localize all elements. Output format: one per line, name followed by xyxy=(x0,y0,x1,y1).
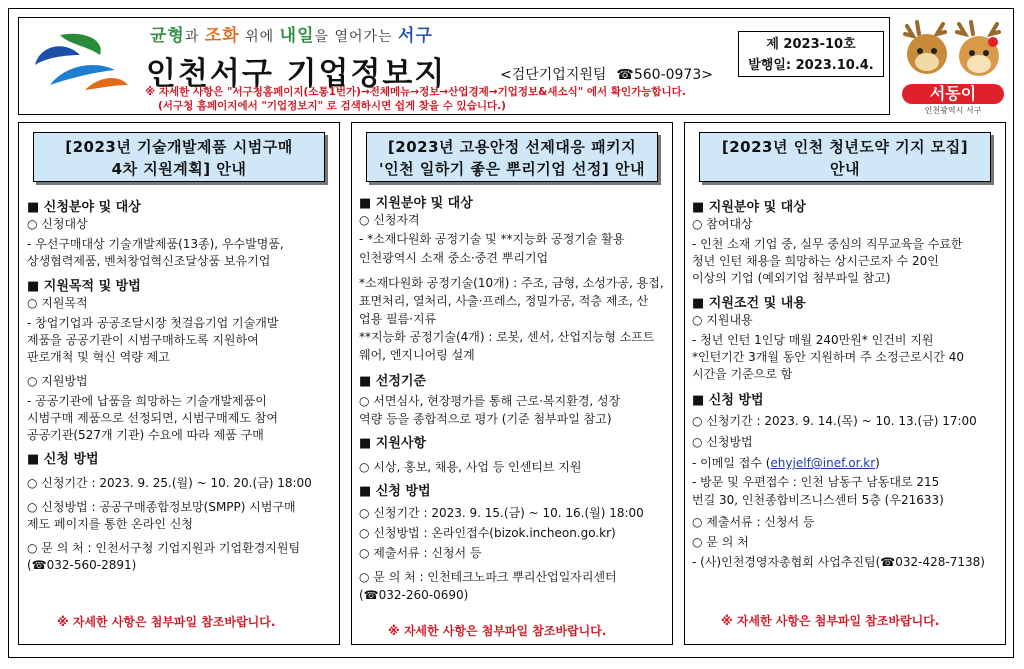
body-line: ○ 문 의 처 xyxy=(692,535,749,549)
body-line: 공공기관(527개 기관) 수요에 따라 제품 구매 xyxy=(27,428,264,442)
body-line: 번길 30, 인천종합비즈니스센터 5층 (우21633) xyxy=(692,493,944,507)
mascot xyxy=(893,18,1011,113)
column-title-line: 4차 지원계획] 안내 xyxy=(111,160,247,178)
section-heading: ■ 지원조건 및 내용 xyxy=(692,296,806,311)
body-line: 제품을 공공기관이 시범구매하도록 지원하여 xyxy=(27,333,259,347)
section-heading: ■ 선정기준 xyxy=(359,374,427,389)
section-heading: ■ 신청분야 및 대상 xyxy=(27,200,141,215)
issue-date: 발행일: 2023.10.4. xyxy=(748,58,874,73)
body-line: 제도 페이지를 통한 온라인 신청 xyxy=(27,517,193,531)
mascot-caption: 인천광역시 서구 xyxy=(924,106,982,115)
page-title: 인천서구 기업정보지 xyxy=(146,56,447,92)
body-line: 웨어, 엔지니어링 설계 xyxy=(359,348,475,362)
column-title-line: [2023년 고용안정 선제대응 패키지 xyxy=(387,138,637,156)
column-title-line: [2023년 인천 청년도약 기지 모집] xyxy=(721,138,969,156)
body-line: 판로개척 및 혁신 역량 제고 xyxy=(27,350,170,364)
team-name: <검단기업지원팀 xyxy=(500,67,607,83)
body-line: - *소재다원화 공정기술 및 **지능화 공정기술 활용 xyxy=(359,232,625,246)
body-line: ○ 신청기간 : 2023. 9. 15.(금) ~ 10. 16.(월) 18:00 xyxy=(359,506,644,520)
body-line: (☎032-260-0690) xyxy=(359,588,469,602)
body-line: ○ 신청방법 xyxy=(692,435,753,449)
body-line: - 공공기관에 납품을 희망하는 기술개발제품이 xyxy=(27,394,267,408)
mascot-deer-icon xyxy=(893,18,1011,88)
section-heading: ■ 지원사항 xyxy=(359,436,427,451)
body-line: ○ 신청자격 xyxy=(359,213,420,227)
column-title-line: [2023년 기술개발제품 시범구매 xyxy=(65,138,293,156)
slogan-part: 위에 xyxy=(239,29,280,45)
body-line: 업용 필름·지류 xyxy=(359,312,437,326)
team-phone: ☎560-0973> xyxy=(616,67,713,83)
body-line: ○ 신청기간 : 2023. 9. 14.(목) ~ 10. 13.(금) 17:00 xyxy=(692,414,977,428)
column-tech-purchase xyxy=(18,122,340,645)
column-title-line: 안내 xyxy=(830,160,860,178)
body-line: ○ 제출서류 : 신청서 등 xyxy=(359,546,482,560)
section-heading: ■ 신청 방법 xyxy=(692,393,764,408)
slogan-part: 을 열어가는 xyxy=(314,29,399,45)
slogan-part: 서구 xyxy=(398,26,433,46)
column-youth-base xyxy=(684,122,1006,645)
attachment-note: ※ 자세한 사항은 첨부파일 참조바랍니다. xyxy=(721,614,940,628)
section-heading: ■ 신청 방법 xyxy=(27,452,99,467)
slogan-part: 내일 xyxy=(279,26,315,46)
body-line: ○ 문 의 처 : 인천테크노파크 뿌리산업일자리센터 xyxy=(359,570,617,584)
column-root-company xyxy=(351,122,673,645)
mascot-name: 서동이 xyxy=(902,84,1004,104)
body-line: ○ 지원내용 xyxy=(692,313,753,327)
body-line: 시간을 기준으로 함 xyxy=(692,367,793,381)
column-title xyxy=(699,132,991,182)
body-line: - 창업기업과 공공조달시장 첫걸음기업 기술개발 xyxy=(27,316,279,330)
notice-line-1: ※ 자세한 사항은 "서구청홈페이지(소통1번가)→전체메뉴→정보→산업경제→기업정보&새소식" 에서 확인가능합니다. xyxy=(145,86,686,98)
body-line: - 청년 인턴 1인당 매월 240만원* 인건비 지원 xyxy=(692,333,934,347)
body-line: ○ 문 의 처 : 인천서구청 기업지원과 기업환경지원팀 xyxy=(27,541,301,555)
email-close: ) xyxy=(875,456,880,470)
body-line: - (사)인천경영자총협회 사업추진팀(☎032-428-7138) xyxy=(692,555,985,569)
attachment-note: ※ 자세한 사항은 첨부파일 참조바랍니다. xyxy=(388,624,607,638)
slogan xyxy=(150,21,433,46)
body-line: 시범구매 제품으로 선정되면, 시범구매제도 참여 xyxy=(27,411,278,425)
body-line: ○ 시상, 홍보, 채용, 사업 등 인센티브 지원 xyxy=(359,460,582,474)
body-line: ○ 신청기간 : 2023. 9. 25.(월) ~ 10. 20.(금) 18:00 xyxy=(27,476,312,490)
team-contact xyxy=(500,64,713,84)
body-line: ○ 참여대상 xyxy=(692,217,753,231)
body-line: ○ 제출서류 : 신청서 등 xyxy=(692,515,815,529)
body-line: - 우선구매대상 기술개발제품(13종), 우수발명품, xyxy=(27,237,284,251)
body-line: *소재다원화 공정기술(10개) : 주조, 금형, 소성가공, 용접, xyxy=(359,276,664,290)
body-line: 인천광역시 소재 중소·중견 뿌리기업 xyxy=(359,251,549,265)
body-line: 청년 인턴 채용을 희망하는 상시근로자 수 20인 xyxy=(692,254,939,268)
slogan-part: 과 xyxy=(184,29,205,45)
body-line: - 이메일 접수 (ehyjelf@inef.or.kr) xyxy=(692,456,880,470)
body-line: ○ 신청방법 : 공공구매종합정보망(SMPP) 시범구매 xyxy=(27,500,296,514)
attachment-note: ※ 자세한 사항은 첨부파일 참조바랍니다. xyxy=(57,615,276,629)
section-heading: ■ 신청 방법 xyxy=(359,484,431,499)
section-heading: ■ 지원분야 및 대상 xyxy=(359,196,473,211)
body-line: - 인천 소재 기업 중, 실무 중심의 직무교육을 수료한 xyxy=(692,237,963,251)
body-line: - 방문 및 우편접수 : 인천 남동구 남동대로 215 xyxy=(692,475,940,489)
section-heading: ■ 지원목적 및 방법 xyxy=(27,279,141,294)
column-title-line: '인천 일하기 좋은 뿌리기업 선정] 안내 xyxy=(379,160,645,178)
slogan-part: 균형 xyxy=(150,26,185,46)
body-line: 역량 등을 종합적으로 평가 (기준 첨부파일 참고) xyxy=(359,412,612,426)
issue-number: 제 2023-10호 xyxy=(766,37,856,52)
slogan-part: 조화 xyxy=(204,26,240,46)
body-line: *인턴기간 3개월 동안 지원하며 주 소정근로시간 40 xyxy=(692,350,965,364)
body-line: ○ 지원방법 xyxy=(27,374,88,388)
seogu-logo-icon xyxy=(30,30,130,100)
body-line: ○ 신청대상 xyxy=(27,217,88,231)
section-heading: ■ 지원분야 및 대상 xyxy=(692,200,806,215)
notice-line-2: (서구청 홈페이지에서 "기업정보지" 로 검색하시면 쉽게 찾을 수 있습니다.) xyxy=(158,100,506,112)
body-line: ○ 서면심사, 현장평가를 통해 근로·복지환경, 성장 xyxy=(359,394,621,408)
column-title xyxy=(33,132,325,182)
body-line: 이상의 기업 (예외기업 첨부파일 참고) xyxy=(692,271,891,285)
body-line: **지능화 공정기술(4개) : 로봇, 센서, 산업지능형 소프트 xyxy=(359,330,655,344)
issue-box xyxy=(738,31,884,77)
body-line: ○ 지원목적 xyxy=(27,296,88,310)
body-line: ○ 신청방법 : 온라인접수(bizok.incheon.go.kr) xyxy=(359,526,616,540)
body-line: 상생협력제품, 벤처창업혁신조달상품 보유기업 xyxy=(27,254,271,268)
body-line: 표면처리, 열처리, 사출·프레스, 정밀가공, 적층 제조, 산 xyxy=(359,294,649,308)
body-line: (☎032-560-2891) xyxy=(27,558,137,572)
email-link[interactable]: ehyjelf@inef.or.kr xyxy=(770,456,876,470)
column-title xyxy=(366,132,658,182)
